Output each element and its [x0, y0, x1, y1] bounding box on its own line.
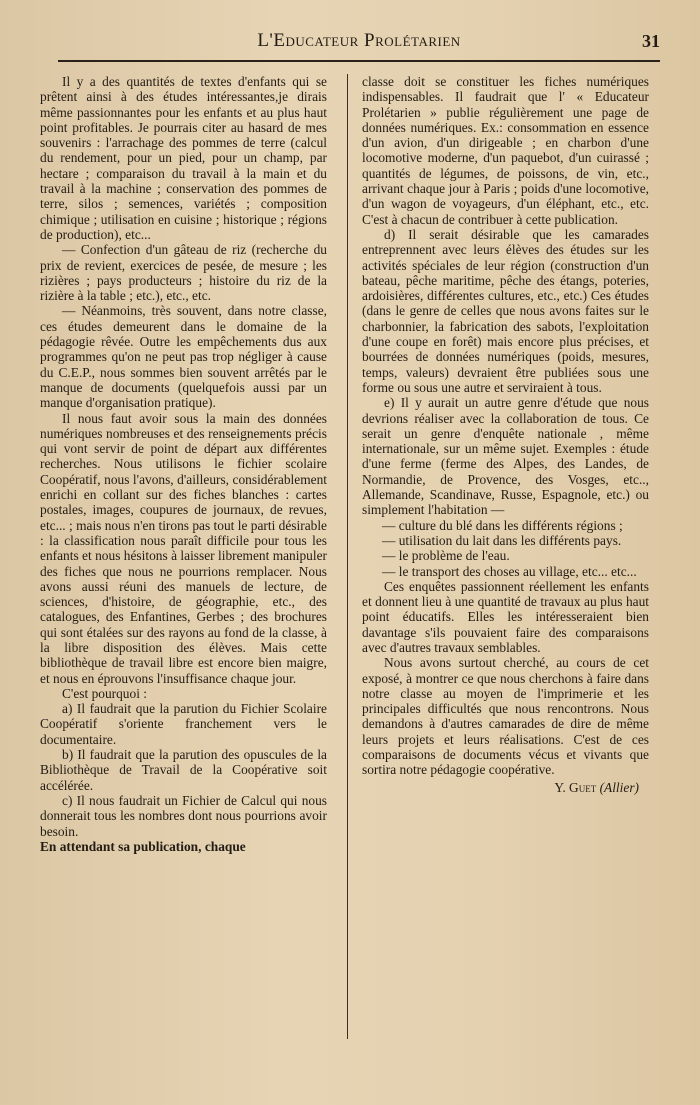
paragraph: C'est pourquoi :	[62, 685, 147, 701]
paragraph: classe doit se constituer les fiches numériques indispensables. Il faudrait que l' « Educateur Prolétarien » publie régulièrement une page de données numériques. Ex.: consommation en essence d'un avion, d'un dirigeable ; en charbon d'une locomotive moderne, d'un paquebot, d'un cuirassé ; quantités de légumes, de poissons, de vin, etc., arrivant chaque jour à Paris ; poids d'une locomotive, d'un wagon de voyageurs, d'un éléphant, etc., etc. C'est à chacun de contribuer à cette publication.	[362, 74, 649, 227]
paragraph: — Néanmoins, très souvent, dans notre classe, ces études demeurent dans le domaine de la pédagogie rêvée. Outre les empêchements dus aux programmes qu'on ne peut pas trop négliger à cause du C.E.P., nous sommes bien souvent arrêtés par le manque de documents (quelquefois aussi par un manque d'organisation pratique).	[40, 303, 327, 411]
paragraph: b) Il faudrait que la parution des opuscules de la Bibliothèque de Travail de la Coopérative soit accélérée.	[40, 747, 327, 793]
paragraph: Ces enquêtes passionnent réellement les enfants et donnent lieu à une quantité de travaux au plus haut point éducatifs. Elles les intéresseraient bien davantage s'ils pouvaient faire des comparaisons avec d'autres travaux semblables.	[362, 578, 649, 655]
page-number: 31	[642, 31, 660, 51]
paragraph: e) Il y aurait un autre genre d'étude que nous devrions réaliser avec la collaboration de tous. Ce serait un genre d'enquête nationale , même internationale, sur un même sujet. Exemples : étude d'une ferme (ferme des Alpes, des Landes, de Normandie, de Provence, des Vosges, etc.., Allemande, Scandinave, Russe, Espagnole, etc.) ou simplement l'habitation —	[362, 395, 649, 518]
list-item: — culture du blé dans les différents régions ;	[382, 517, 623, 533]
paragraph: En attendant sa publication, chaque	[40, 838, 246, 854]
topic-list	[362, 518, 649, 579]
running-header	[58, 26, 660, 62]
signature	[362, 780, 649, 795]
list-item: — utilisation du lait dans les différents pays.	[382, 532, 622, 548]
paragraph: — Confection d'un gâteau de riz (recherche du prix de revient, exercices de pesée, de mesure ; les rizières ; pays producteurs ; histoire du riz de la rizière à la table ; etc.), etc., etc.	[40, 242, 327, 304]
author-name: Y. Guet	[554, 779, 597, 795]
left-column	[40, 74, 327, 1039]
paragraph: Il y a des quantités de textes d'enfants qui se prêtent ainsi à des études intéressantes,je dirais même passionnantes pour les enfants et au plus haut point profitables. Je pourrais citer au hasard de mes souvenirs : l'arrachage des pommes de terre (calcul du rendement, pour un pied, pour un champ, par hectare ; comparaison du travail à la main et du travail à la machine ; conservation des pommes de terre, silos ; semences, variétés ; composition chimique ; utilisation en cuisine ; historique ; régions de production), etc...	[40, 74, 327, 242]
text-columns	[40, 74, 660, 1039]
list-item: — le problème de l'eau.	[382, 548, 510, 564]
paragraph: a) Il faudrait que la parution du Fichier Scolaire Coopératif s'oriente franchement vers le documentaire.	[40, 701, 327, 747]
right-column	[362, 74, 649, 1039]
paragraph: Il nous faut avoir sous la main des données numériques nombreuses et des renseignements précis qui vont servir de point de départ aux différentes recherches. Nous utilisons le fichier scolaire Coopératif, nous l'avons, d'ailleurs, considérablement enrichi en collant sur des fiches blanches : cartes postales, images, coupures de journaux, de revues, etc... ; mais nous n'en tirons pas tout le parti désirable : la classification nous paraît difficile pour tous les enfants et nous hésitons à laisser librement manipuler des fiches que nous ne pourrions remplacer. Nous avons aussi réuni des manuels de lecture, de sciences, d'histoire, de géographie, etc., des catalogues, des Enfantines, Gerbes ; des brochures qui sont étalées sur des rayons au fond de la classe, à la libre disposition des élèves. Mais cette bibliothèque de travail libre est encore bien maigre, et nous en éprouvons l'insuffisance chaque jour.	[40, 410, 327, 686]
column-divider	[347, 74, 348, 1039]
paragraph: Nous avons surtout cherché, au cours de cet exposé, à montrer ce que nous cherchons à faire dans notre classe au moyen de l'imprimerie et les principales difficultés que nous rencontrons. Nous demandons à d'autres camarades de dire de même leurs projets et leurs réalisations. C'est de ces comparaisons de documents vécus et vivants que sortira notre pédagogie coopérative.	[362, 655, 649, 778]
journal-title: L'Educateur Prolétarien	[257, 30, 461, 51]
author-place: (Allier)	[599, 779, 639, 795]
list-item: — le transport des choses au village, etc... etc...	[382, 563, 637, 579]
paragraph: d) Il serait désirable que les camarades entreprennent avec leurs élèves des études sur les activités spéciales de leur région (construction d'un bateau, pêche maritime, pêche des étangs, poteries, ardoisières, différentes cultures, etc., etc.) Ces études (dans le genre de celles que nous avons faites sur le charbonnier, la fabrication des sabots, l'exploitation d'une coupe en forêt) mais encore plus précises, et bourrées de données numériques (poids, mesures, temps, valeurs) devraient être publiées sous une forme ou sous une autre et serviraient à tous.	[362, 226, 649, 395]
paragraph: c) Il nous faudrait un Fichier de Calcul qui nous donnerait tous les nombres dont nous pourrions avoir besoin.	[40, 792, 327, 839]
